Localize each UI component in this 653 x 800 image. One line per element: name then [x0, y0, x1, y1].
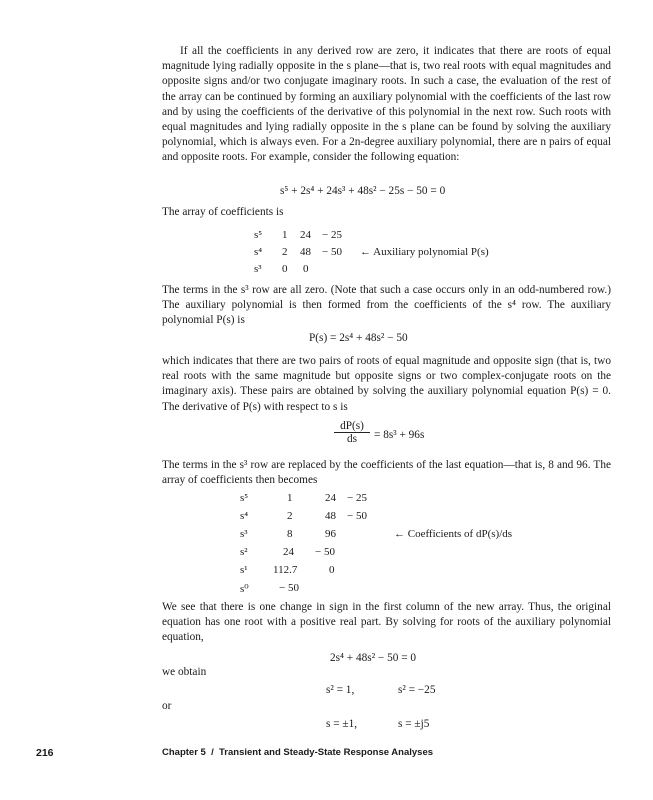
array2-row [0, 510, 653, 524]
array1-cell: 0 [282, 263, 288, 275]
array2-row-label: s² [240, 546, 248, 558]
running-title: Chapter 5 / Transient and Steady-State Response Analyses [162, 747, 434, 758]
paragraph-sign-change: We see that there is one change in sign in the first column of the new array. Thus, the original equation has one root with a positive real part. By solving for roots of the auxiliary polynomial equation, [162, 601, 611, 644]
paragraph-root-pairs: which indicates that there are two pairs of roots of equal magnitude and opposite sign (that is, two real roots with the same magnitude but opposite signs or two complex-conjugate roots on the imaginary axis). These pairs are obtained by solving the auxiliary polynomial equation P(s) = 0. The derivative of P(s) with respect to s is [162, 355, 611, 413]
paragraph-zero-row: The terms in the s³ row are all zero. (Note that such a case occurs only in an odd-numbered row.) The auxiliary polynomial is then formed from the coefficients of the s⁴ row. The auxiliary polynomial P(s) is [162, 284, 611, 327]
paragraph-replace-row: The terms in the s³ row are replaced by the coefficients of the last equation—that is, 8 and 96. The array of coefficients then becomes [162, 459, 611, 487]
array1-annotation: ← Auxiliary polynomial P(s) [360, 246, 489, 258]
array2-cell: 1 [287, 492, 293, 504]
array2-cell: − 25 [347, 492, 367, 504]
array2-row [0, 528, 653, 542]
array2-cell: 2 [287, 510, 293, 522]
derivative-numerator: dP(s) [340, 420, 364, 432]
array1-cell: 0 [303, 263, 309, 275]
array2-row-label: s¹ [240, 564, 248, 576]
array2-cell: 96 [325, 528, 336, 540]
array1-row [0, 246, 653, 260]
paragraph-auxiliary-intro: If all the coefficients in any derived row are zero, it indicates that there are roots of equal magnitude lying radially opposite in the s plane—that is, two real roots with equal magnitudes and opposite signs and/or two conjugate imaginary roots. In such a case, the evaluation of the rest of the array can be continued by forming an auxiliary polynomial with the coefficients of the last row and by using the coefficients of the derivative of this polynomial in the next row. Such roots with equal magnitudes and lying radially opposite in the s plane can be found by solving the auxiliary polynomial, which is always even. For a 2n-degree auxiliary polynomial, there are n pairs of equal and opposite roots. For example, consider the following equation: [162, 45, 611, 164]
array2-row-label: s⁴ [240, 510, 249, 522]
array2-cell: − 50 [279, 582, 299, 594]
array2-cell: 8 [287, 528, 293, 540]
derivative-fraction [334, 420, 370, 445]
array1-cell: 24 [300, 229, 311, 241]
derivative-rhs: = 8s³ + 96s [374, 429, 425, 441]
array2-cell: − 50 [315, 546, 335, 558]
array2-cell: 24 [283, 546, 294, 558]
equation-auxiliary-equals-zero: 2s⁴ + 48s² − 50 = 0 [330, 652, 417, 664]
array2-row-label: s⁰ [240, 583, 249, 595]
array1-row-label: s³ [254, 263, 262, 275]
equation-roots-real: s = ±1, [326, 718, 358, 730]
equation-characteristic: s⁵ + 2s⁴ + 24s³ + 48s² − 25s − 50 = 0 [280, 185, 446, 197]
text-we-obtain: we obtain [162, 666, 207, 678]
array2-row [0, 582, 653, 596]
array2-row-label: s⁵ [240, 492, 249, 504]
array1-row [0, 263, 653, 277]
array1-cell: 2 [282, 246, 288, 258]
array1-cell: 48 [300, 246, 311, 258]
array1-row-label: s⁴ [254, 246, 263, 258]
array1-row-label: s⁵ [254, 229, 263, 241]
array1-row [0, 229, 653, 243]
equation-s-squared-1: s² = 1, [326, 684, 355, 696]
paragraph-array-intro: The array of coefficients is [162, 206, 284, 218]
array2-cell: 24 [325, 492, 336, 504]
array2-row-label: s³ [240, 528, 248, 540]
equation-auxiliary-polynomial: P(s) = 2s⁴ + 48s² − 50 [309, 332, 408, 344]
page-number: 216 [36, 747, 54, 759]
array1-cell: − 25 [322, 229, 342, 241]
array2-cell: 0 [329, 564, 335, 576]
array1-cell: 1 [282, 229, 288, 241]
derivative-denominator: ds [346, 433, 358, 445]
array1-cell: − 50 [322, 246, 342, 258]
array2-row [0, 492, 653, 506]
array2-row [0, 564, 653, 578]
array2-cell: − 50 [347, 510, 367, 522]
text-or: or [162, 700, 172, 712]
array2-cell: 112.7 [273, 564, 298, 576]
equation-roots-imag: s = ±j5 [398, 718, 430, 730]
array2-row [0, 546, 653, 560]
array2-cell: 48 [325, 510, 336, 522]
equation-s-squared-2: s² = −25 [398, 684, 436, 696]
array2-annotation: ← Coefficients of dP(s)/ds [394, 528, 513, 540]
